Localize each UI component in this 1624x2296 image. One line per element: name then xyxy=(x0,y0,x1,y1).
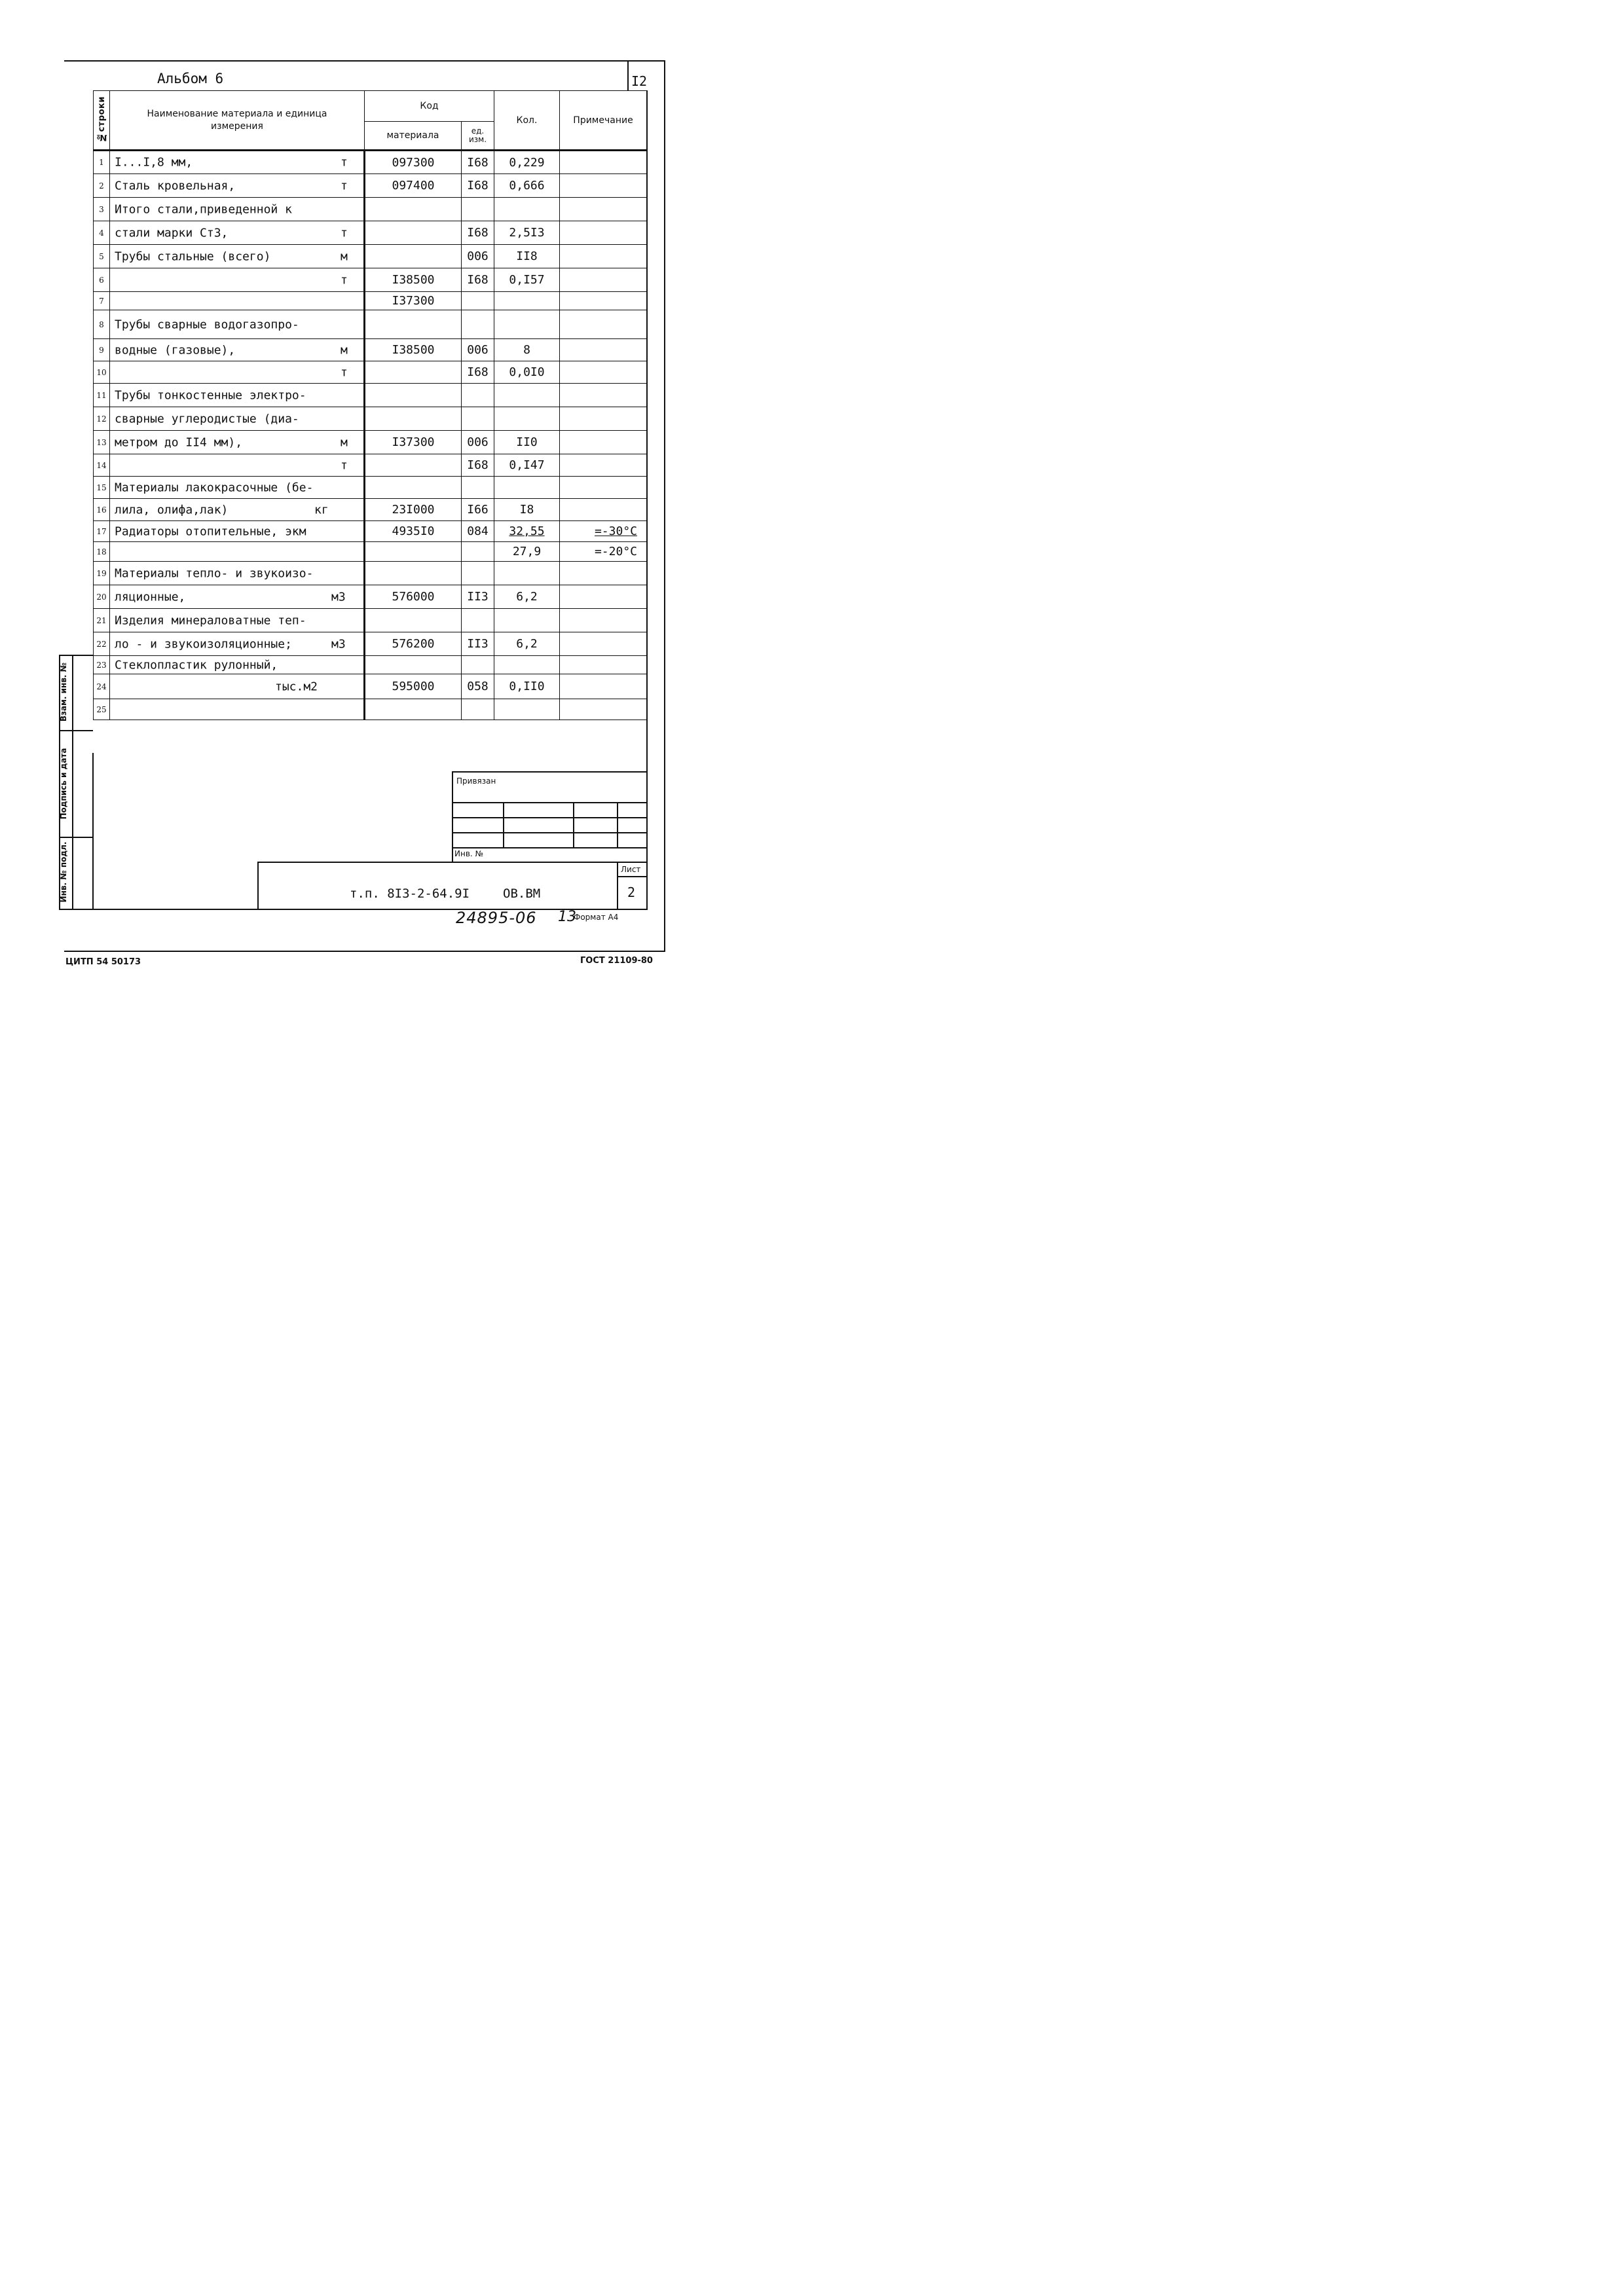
quantity: 0,0I0 xyxy=(494,361,560,384)
table-row xyxy=(94,454,647,477)
quantity xyxy=(494,407,560,431)
material-code xyxy=(365,198,462,221)
material-code: I37300 xyxy=(365,292,462,310)
unit-code xyxy=(462,310,494,339)
material-name: Изделия минераловатные теп- xyxy=(115,613,306,627)
row-number: 11 xyxy=(94,384,110,407)
unit-code: II3 xyxy=(462,632,494,656)
unit-code: I68 xyxy=(462,151,494,174)
material-name: стали марки Ст3, xyxy=(115,226,229,240)
unit-code xyxy=(462,656,494,674)
quantity xyxy=(494,384,560,407)
row-number: 6 xyxy=(94,268,110,292)
material-name: Итого стали,приведенной к xyxy=(115,202,292,216)
row-number: 4 xyxy=(94,221,110,245)
table-left-extension xyxy=(92,753,94,910)
table-row xyxy=(94,431,647,454)
material-name: лила, олифа,лак) xyxy=(115,503,229,517)
quantity: 0,666 xyxy=(494,174,560,198)
sheet-number-top: I2 xyxy=(631,73,648,89)
row-number: 8 xyxy=(94,310,110,339)
material-code xyxy=(365,477,462,499)
unit-label: м3 xyxy=(331,590,346,604)
table-row xyxy=(94,361,647,384)
quantity: 27,9 xyxy=(494,542,560,562)
quantity: 0,I57 xyxy=(494,268,560,292)
unit-label: м xyxy=(341,435,348,449)
material-name-cell xyxy=(110,268,365,292)
unit-code: I68 xyxy=(462,221,494,245)
note xyxy=(560,174,647,198)
table-row xyxy=(94,221,647,245)
unit-label: т xyxy=(341,226,348,240)
note xyxy=(560,384,647,407)
row-number: 16 xyxy=(94,499,110,521)
note xyxy=(560,632,647,656)
note xyxy=(560,585,647,609)
material-name: сварные углеродистые (диа- xyxy=(115,412,299,426)
material-name: ло - и звукоизоляционные; xyxy=(115,637,292,651)
row-number: 12 xyxy=(94,407,110,431)
header-code: Код xyxy=(365,91,494,122)
material-name-cell xyxy=(110,221,365,245)
unit-code: I68 xyxy=(462,268,494,292)
row-number: 13 xyxy=(94,431,110,454)
material-name-cell xyxy=(110,585,365,609)
material-code: 097300 xyxy=(365,151,462,174)
row-number: 22 xyxy=(94,632,110,656)
note: =-20°С xyxy=(560,542,647,562)
specification-table xyxy=(93,90,647,720)
note xyxy=(560,339,647,361)
table-row xyxy=(94,542,647,562)
material-name-cell xyxy=(110,361,365,384)
note xyxy=(560,499,647,521)
table-row xyxy=(94,198,647,221)
bound-col-2 xyxy=(573,802,574,847)
header-note: Примечание xyxy=(560,91,647,151)
left-code: ЦИТП 54 50173 xyxy=(65,957,141,967)
stamp-inner-left xyxy=(72,655,73,910)
row-number: 3 xyxy=(94,198,110,221)
row-number: 23 xyxy=(94,656,110,674)
sheet-value: 2 xyxy=(627,884,636,900)
note xyxy=(560,431,647,454)
row-number: 17 xyxy=(94,521,110,542)
material-name: Материалы тепло- и звукоизо- xyxy=(115,566,314,580)
material-name-cell xyxy=(110,656,365,674)
unit-code xyxy=(462,477,494,499)
unit-code: I68 xyxy=(462,174,494,198)
material-code: I37300 xyxy=(365,431,462,454)
quantity xyxy=(494,198,560,221)
row-number: 1 xyxy=(94,151,110,174)
note xyxy=(560,699,647,720)
right-border-line xyxy=(664,60,665,952)
note xyxy=(560,454,647,477)
material-name: Трубы стальные (всего) xyxy=(115,249,271,263)
table-row xyxy=(94,384,647,407)
row-number: 2 xyxy=(94,174,110,198)
unit-code: 058 xyxy=(462,674,494,699)
table-row xyxy=(94,585,647,609)
row-number: 10 xyxy=(94,361,110,384)
material-name-cell xyxy=(110,431,365,454)
unit-label: т xyxy=(341,458,348,472)
bound-col-3 xyxy=(617,802,618,847)
unit-code xyxy=(462,562,494,585)
material-name-cell xyxy=(110,699,365,720)
material-name-cell xyxy=(110,310,365,339)
unit-code xyxy=(462,542,494,562)
quantity xyxy=(494,477,560,499)
header-name: Наименование материала и единица измерения xyxy=(110,91,365,151)
material-code xyxy=(365,699,462,720)
material-code xyxy=(365,562,462,585)
header-code-material: материала xyxy=(365,122,462,151)
table-row xyxy=(94,245,647,268)
sheet-box-divider xyxy=(617,862,618,910)
quantity xyxy=(494,310,560,339)
doc-code: т.п. 8I3-2-64.9I xyxy=(350,886,470,901)
sheet-box-label-line xyxy=(617,876,646,877)
table-row xyxy=(94,174,647,198)
unit-label: т xyxy=(341,365,348,379)
unit-label: тыс.м2 xyxy=(275,680,318,693)
table-row xyxy=(94,151,647,174)
stamp-inv-replace: Взам. инв. № xyxy=(59,662,68,722)
quantity: 6,2 xyxy=(494,632,560,656)
note xyxy=(560,562,647,585)
row-number: 20 xyxy=(94,585,110,609)
material-code: 23I000 xyxy=(365,499,462,521)
material-name: I...I,8 мм, xyxy=(115,155,193,170)
note xyxy=(560,310,647,339)
quantity xyxy=(494,699,560,720)
quantity xyxy=(494,609,560,632)
row-number: 19 xyxy=(94,562,110,585)
material-code: I38500 xyxy=(365,268,462,292)
material-name: Сталь кровельная, xyxy=(115,179,236,192)
table-row xyxy=(94,310,647,339)
row-number: 9 xyxy=(94,339,110,361)
material-name-cell xyxy=(110,454,365,477)
material-name-cell xyxy=(110,674,365,699)
format-label: Формат А4 xyxy=(574,913,619,922)
inv-no-label: Инв. № xyxy=(454,849,484,858)
material-name-cell xyxy=(110,542,365,562)
material-name: Стеклопластик рулонный, xyxy=(115,658,278,672)
sheet-label: Лист xyxy=(621,865,641,874)
row-number: 5 xyxy=(94,245,110,268)
material-code xyxy=(365,454,462,477)
quantity: 6,2 xyxy=(494,585,560,609)
sheet-box-left-line xyxy=(627,60,629,90)
note xyxy=(560,361,647,384)
unit-code: 084 xyxy=(462,521,494,542)
unit-code: II3 xyxy=(462,585,494,609)
unit-label: м3 xyxy=(331,637,346,651)
stamp-inv-orig: Инв. № подл. xyxy=(59,841,68,903)
material-name-cell xyxy=(110,521,365,542)
table-row xyxy=(94,674,647,699)
material-code xyxy=(365,361,462,384)
unit-code xyxy=(462,384,494,407)
material-code: 4935I0 xyxy=(365,521,462,542)
material-code xyxy=(365,656,462,674)
quantity: 0,I47 xyxy=(494,454,560,477)
unit-label: кг xyxy=(314,503,329,517)
bound-row-4 xyxy=(452,847,646,848)
material-name-cell xyxy=(110,477,365,499)
quantity: II8 xyxy=(494,245,560,268)
main-stamp xyxy=(257,862,646,910)
unit-label: м xyxy=(341,249,348,263)
table-row xyxy=(94,339,647,361)
table-row xyxy=(94,609,647,632)
material-name-cell xyxy=(110,609,365,632)
quantity: 0,II0 xyxy=(494,674,560,699)
material-code: I38500 xyxy=(365,339,462,361)
row-number: 7 xyxy=(94,292,110,310)
note xyxy=(560,245,647,268)
material-name-cell xyxy=(110,562,365,585)
table-row xyxy=(94,477,647,499)
quantity: 2,5I3 xyxy=(494,221,560,245)
album-title: Альбом 6 xyxy=(157,71,224,86)
material-name: метром до II4 мм), xyxy=(115,435,243,449)
material-name: Трубы тонкостенные электро- xyxy=(115,388,306,402)
table-row xyxy=(94,407,647,431)
bound-col-1 xyxy=(503,802,504,847)
top-border-line xyxy=(64,60,665,62)
quantity xyxy=(494,562,560,585)
quantity: I8 xyxy=(494,499,560,521)
note xyxy=(560,268,647,292)
material-name-cell xyxy=(110,151,365,174)
header-qty: Кол. xyxy=(494,91,560,151)
bottom-border-line xyxy=(64,951,665,952)
table-row xyxy=(94,562,647,585)
unit-code: I68 xyxy=(462,361,494,384)
material-code: 097400 xyxy=(365,174,462,198)
row-number: 25 xyxy=(94,699,110,720)
material-name-cell xyxy=(110,632,365,656)
row-number: 14 xyxy=(94,454,110,477)
quantity: II0 xyxy=(494,431,560,454)
quantity: 0,229 xyxy=(494,151,560,174)
quantity: 32,55 xyxy=(494,521,560,542)
table-row xyxy=(94,268,647,292)
material-name-cell xyxy=(110,339,365,361)
note xyxy=(560,674,647,699)
row-number: 15 xyxy=(94,477,110,499)
material-name-cell xyxy=(110,245,365,268)
unit-code xyxy=(462,198,494,221)
unit-code xyxy=(462,609,494,632)
unit-code: 006 xyxy=(462,339,494,361)
note xyxy=(560,221,647,245)
material-name: водные (газовые), xyxy=(115,343,236,357)
unit-code: I68 xyxy=(462,454,494,477)
note xyxy=(560,292,647,310)
material-code xyxy=(365,384,462,407)
handwritten-number: 24895-06 xyxy=(456,909,537,927)
quantity xyxy=(494,292,560,310)
note xyxy=(560,151,647,174)
note xyxy=(560,609,647,632)
doc-mark: ОВ.ВМ xyxy=(503,886,541,901)
table-row xyxy=(94,521,647,542)
note: =-30°С xyxy=(560,521,647,542)
note xyxy=(560,198,647,221)
unit-label: м xyxy=(341,343,348,357)
table-row xyxy=(94,499,647,521)
material-code xyxy=(365,407,462,431)
table-row xyxy=(94,292,647,310)
unit-label: т xyxy=(341,179,348,192)
material-name: Материалы лакокрасочные (бе- xyxy=(115,481,314,494)
row-number: 24 xyxy=(94,674,110,699)
material-code: 595000 xyxy=(365,674,462,699)
note xyxy=(560,656,647,674)
material-name: ляционные, xyxy=(115,590,186,604)
header-code-unit: ед. изм. xyxy=(462,122,494,151)
unit-code xyxy=(462,407,494,431)
bound-label: Привязан xyxy=(456,776,496,786)
unit-code: 006 xyxy=(462,245,494,268)
handwritten-sheet: 13 xyxy=(558,909,576,925)
quantity: 8 xyxy=(494,339,560,361)
material-name: Трубы сварные водогазопро- xyxy=(115,318,299,331)
material-code xyxy=(365,609,462,632)
material-code: 576000 xyxy=(365,585,462,609)
unit-label: т xyxy=(341,155,348,170)
unit-code: I66 xyxy=(462,499,494,521)
note xyxy=(560,407,647,431)
note xyxy=(560,477,647,499)
material-name-cell xyxy=(110,292,365,310)
material-code: 576200 xyxy=(365,632,462,656)
material-code xyxy=(365,245,462,268)
table-row xyxy=(94,632,647,656)
material-name-cell xyxy=(110,499,365,521)
row-number: 18 xyxy=(94,542,110,562)
material-code xyxy=(365,310,462,339)
quantity xyxy=(494,656,560,674)
unit-code xyxy=(462,699,494,720)
material-name-cell xyxy=(110,198,365,221)
row-number: 21 xyxy=(94,609,110,632)
material-name: Радиаторы отопительные, экм xyxy=(115,524,306,538)
table-row xyxy=(94,699,647,720)
material-code xyxy=(365,221,462,245)
material-name-cell xyxy=(110,407,365,431)
header-row-no: №строки xyxy=(94,91,110,151)
material-code xyxy=(365,542,462,562)
unit-label: т xyxy=(341,273,348,287)
unit-code: 006 xyxy=(462,431,494,454)
material-name-cell xyxy=(110,384,365,407)
stamp-sign-date: Подпись и дата xyxy=(59,748,68,820)
unit-code xyxy=(462,292,494,310)
material-name-cell xyxy=(110,174,365,198)
standard-code: ГОСТ 21109-80 xyxy=(580,956,653,966)
table-row xyxy=(94,656,647,674)
